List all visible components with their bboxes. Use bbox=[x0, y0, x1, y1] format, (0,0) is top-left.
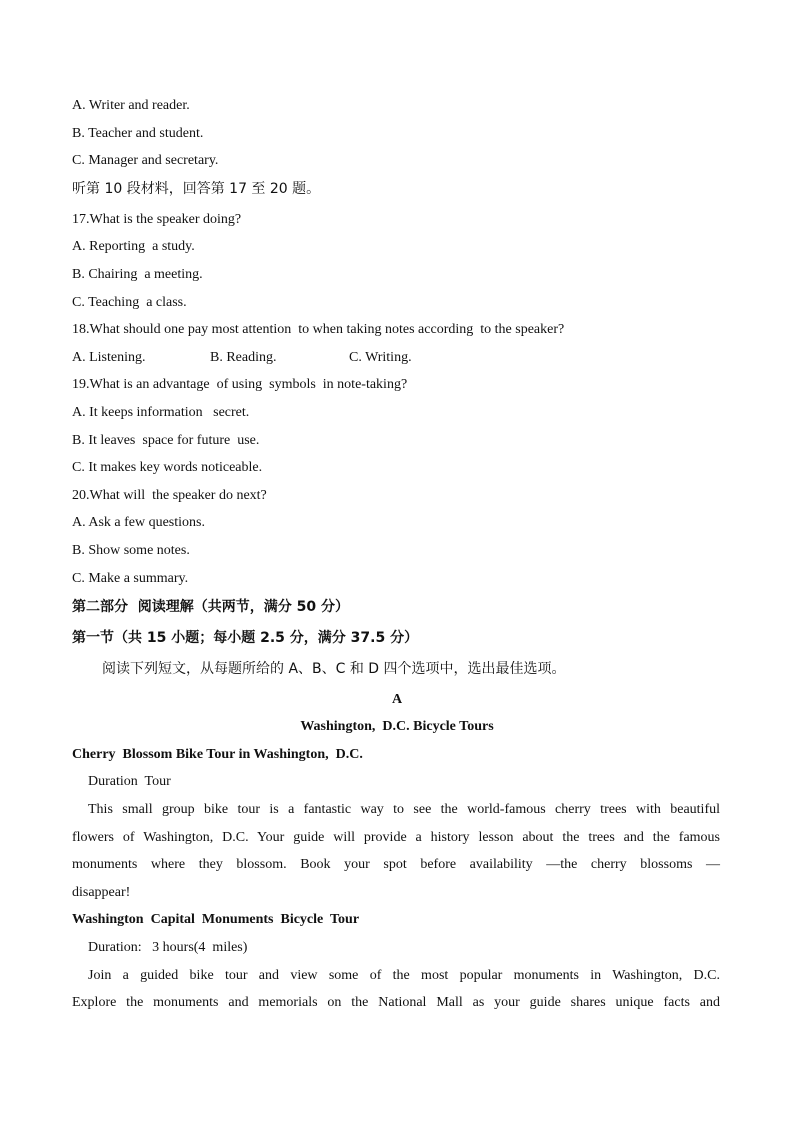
q17-option-b: B. Chairing a meeting. bbox=[72, 267, 203, 282]
passage-letter: A bbox=[391, 692, 403, 707]
tour1-body-line4: disappear! bbox=[72, 885, 131, 900]
q20-option-a: A. Ask a few questions. bbox=[72, 515, 205, 530]
q20-question: 20.What will the speaker do next? bbox=[72, 488, 267, 503]
q17-option-c: C. Teaching a class. bbox=[72, 295, 187, 310]
passage-title: Washington, D.C. Bicycle Tours bbox=[300, 719, 494, 734]
q18-options-row bbox=[72, 349, 472, 367]
q20-option-b: B. Show some notes. bbox=[72, 543, 190, 558]
tour2-body-line1: Join a guided bike tour and view some of the most popular monuments in Washington, D.C. bbox=[88, 968, 720, 983]
tour1-body-line1: This small group bike tour is a fantastic way to see the world-famous cherry trees with beautiful bbox=[88, 802, 720, 817]
part2-section1-heading: 第一节（共 15 小题；每小题 2.5 分，满分 37.5 分） bbox=[72, 630, 419, 646]
q16-option-c: C. Manager and secretary. bbox=[72, 153, 219, 168]
tour2-duration: Duration: 3 hours(4 miles) bbox=[88, 940, 248, 955]
q18-option-a: A. Listening. bbox=[72, 350, 146, 365]
q17-option-a: A. Reporting a study. bbox=[72, 239, 195, 254]
q20-option-c: C. Make a summary. bbox=[72, 571, 189, 586]
q19-option-b: B. It leaves space for future use. bbox=[72, 433, 260, 448]
tour2-name: Washington Capital Monuments Bicycle Tour bbox=[72, 912, 360, 927]
q17-question: 17.What is the speaker doing? bbox=[72, 212, 242, 227]
tour1-name: Cherry Blossom Bike Tour in Washington, D.C. bbox=[72, 747, 363, 762]
q18-option-c: C. Writing. bbox=[349, 350, 412, 365]
reading-instruction: 阅读下列短文，从每题所给的 A、B、C 和 D 四个选项中，选出最佳选项。 bbox=[102, 661, 566, 677]
q16-option-b: B. Teacher and student. bbox=[72, 126, 204, 141]
part2-heading: 第二部分 阅读理解（共两节，满分 50 分） bbox=[72, 599, 349, 615]
tour1-duration: Duration Tour bbox=[88, 774, 171, 789]
q19-question: 19.What is an advantage of using symbols in note-taking? bbox=[72, 377, 408, 392]
q18-question: 18.What should one pay most attention to when taking notes according to the speaker? bbox=[72, 322, 565, 337]
tour1-body-line2: flowers of Washington, D.C. Your guide will provide a history lesson about the trees and the famous bbox=[72, 830, 720, 845]
q19-option-c: C. It makes key words noticeable. bbox=[72, 460, 263, 475]
tour2-body-line2: Explore the monuments and memorials on the National Mall as your guide shares unique facts and bbox=[72, 995, 720, 1010]
section10-instruction: 听第 10 段材料，回答第 17 至 20 题。 bbox=[72, 181, 321, 197]
q16-option-a: A. Writer and reader. bbox=[72, 98, 190, 113]
q19-option-a: A. It keeps information secret. bbox=[72, 405, 250, 420]
tour1-body-line3: monuments where they blossom. Book your spot before availability —the cherry blossoms — bbox=[72, 857, 720, 872]
q18-option-b: B. Reading. bbox=[210, 350, 277, 365]
